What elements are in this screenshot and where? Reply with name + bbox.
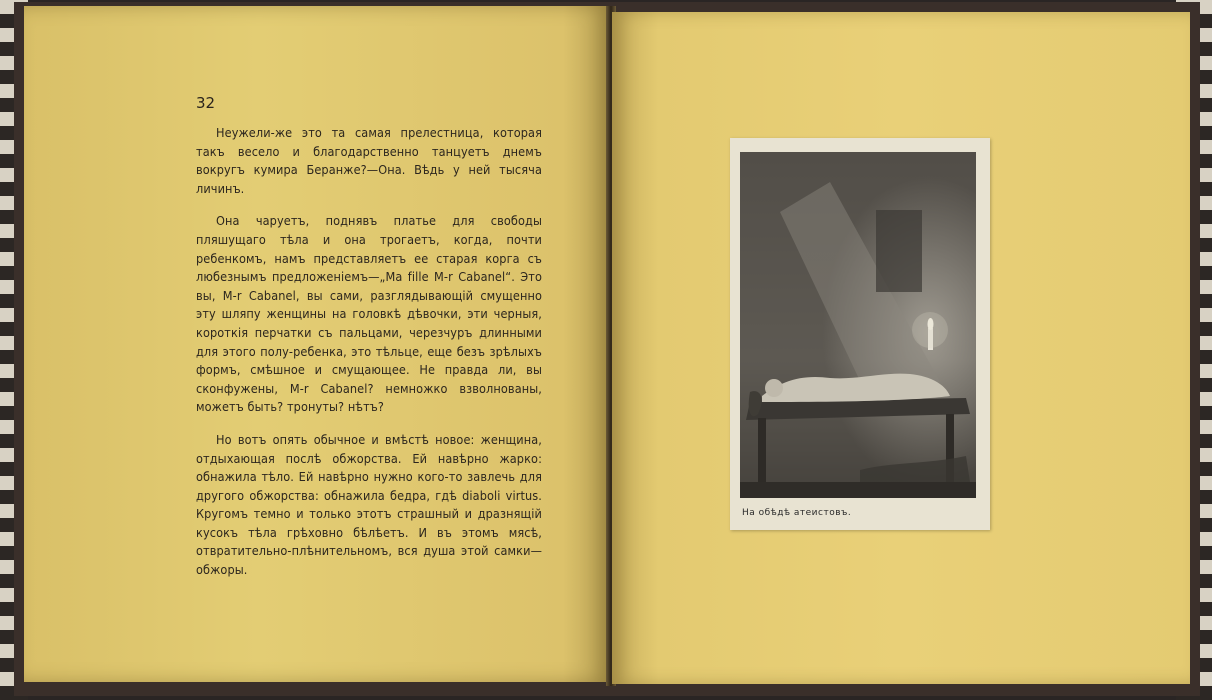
illustration-image (740, 152, 976, 498)
paragraph-2: Она чаруетъ, поднявъ платье для свободы пляшущаго тѣла и она трогаетъ, когда, почти ребенкомъ, намъ представляетъ ее старая корга съ любезнымъ предложеніемъ—„Ma fille M-r Cabanel“. Это вы, M-r Cabanel, вы сами, разглядывающій смущенно эту шляпу женщины на головкѣ дѣвочки, эти черныя, короткія перчатки съ пальцами, черезчуръ длинными для этого полу-ребенка, это тѣльце, еще безъ зрѣлыхъ формъ, смѣшное и смущающее. Не правда ли, вы сконфужены, M-r Cabanel? немножко взволнованы, можетъ быть? тронуты? нѣтъ? (196, 213, 542, 415)
paragraph-3: Но вотъ опять обычное и вмѣстѣ новое: женщина, отдыхающая послѣ обжорства. Ей навѣрно жарко: обнажила тѣло. Ей навѣрно нужно кого-то завлечь для другого обжорства: обнажила бедра, гдѣ diaboli virtus. Кругомъ темно и только этотъ страшный и дразнящій кусокъ тѣла грѣховно бѣлѣетъ. И въ этомъ мясѣ, отвратительно-плѣнительномъ, вся душа этой самки—обжоры. (196, 431, 542, 578)
page-text (196, 124, 542, 594)
illustration-plate (730, 138, 990, 530)
paragraph-1: Неужели-же это та самая прелестница, которая такъ весело и благодарственно танцуетъ днемъ вокругъ кумира Беранже?—Она. Вѣдь у ней тысяча личинъ. (196, 125, 542, 196)
page-number: 32 (196, 94, 216, 112)
illustration-caption: На обѣдѣ атеистовъ. (742, 508, 852, 518)
etching-illustration (740, 152, 976, 498)
